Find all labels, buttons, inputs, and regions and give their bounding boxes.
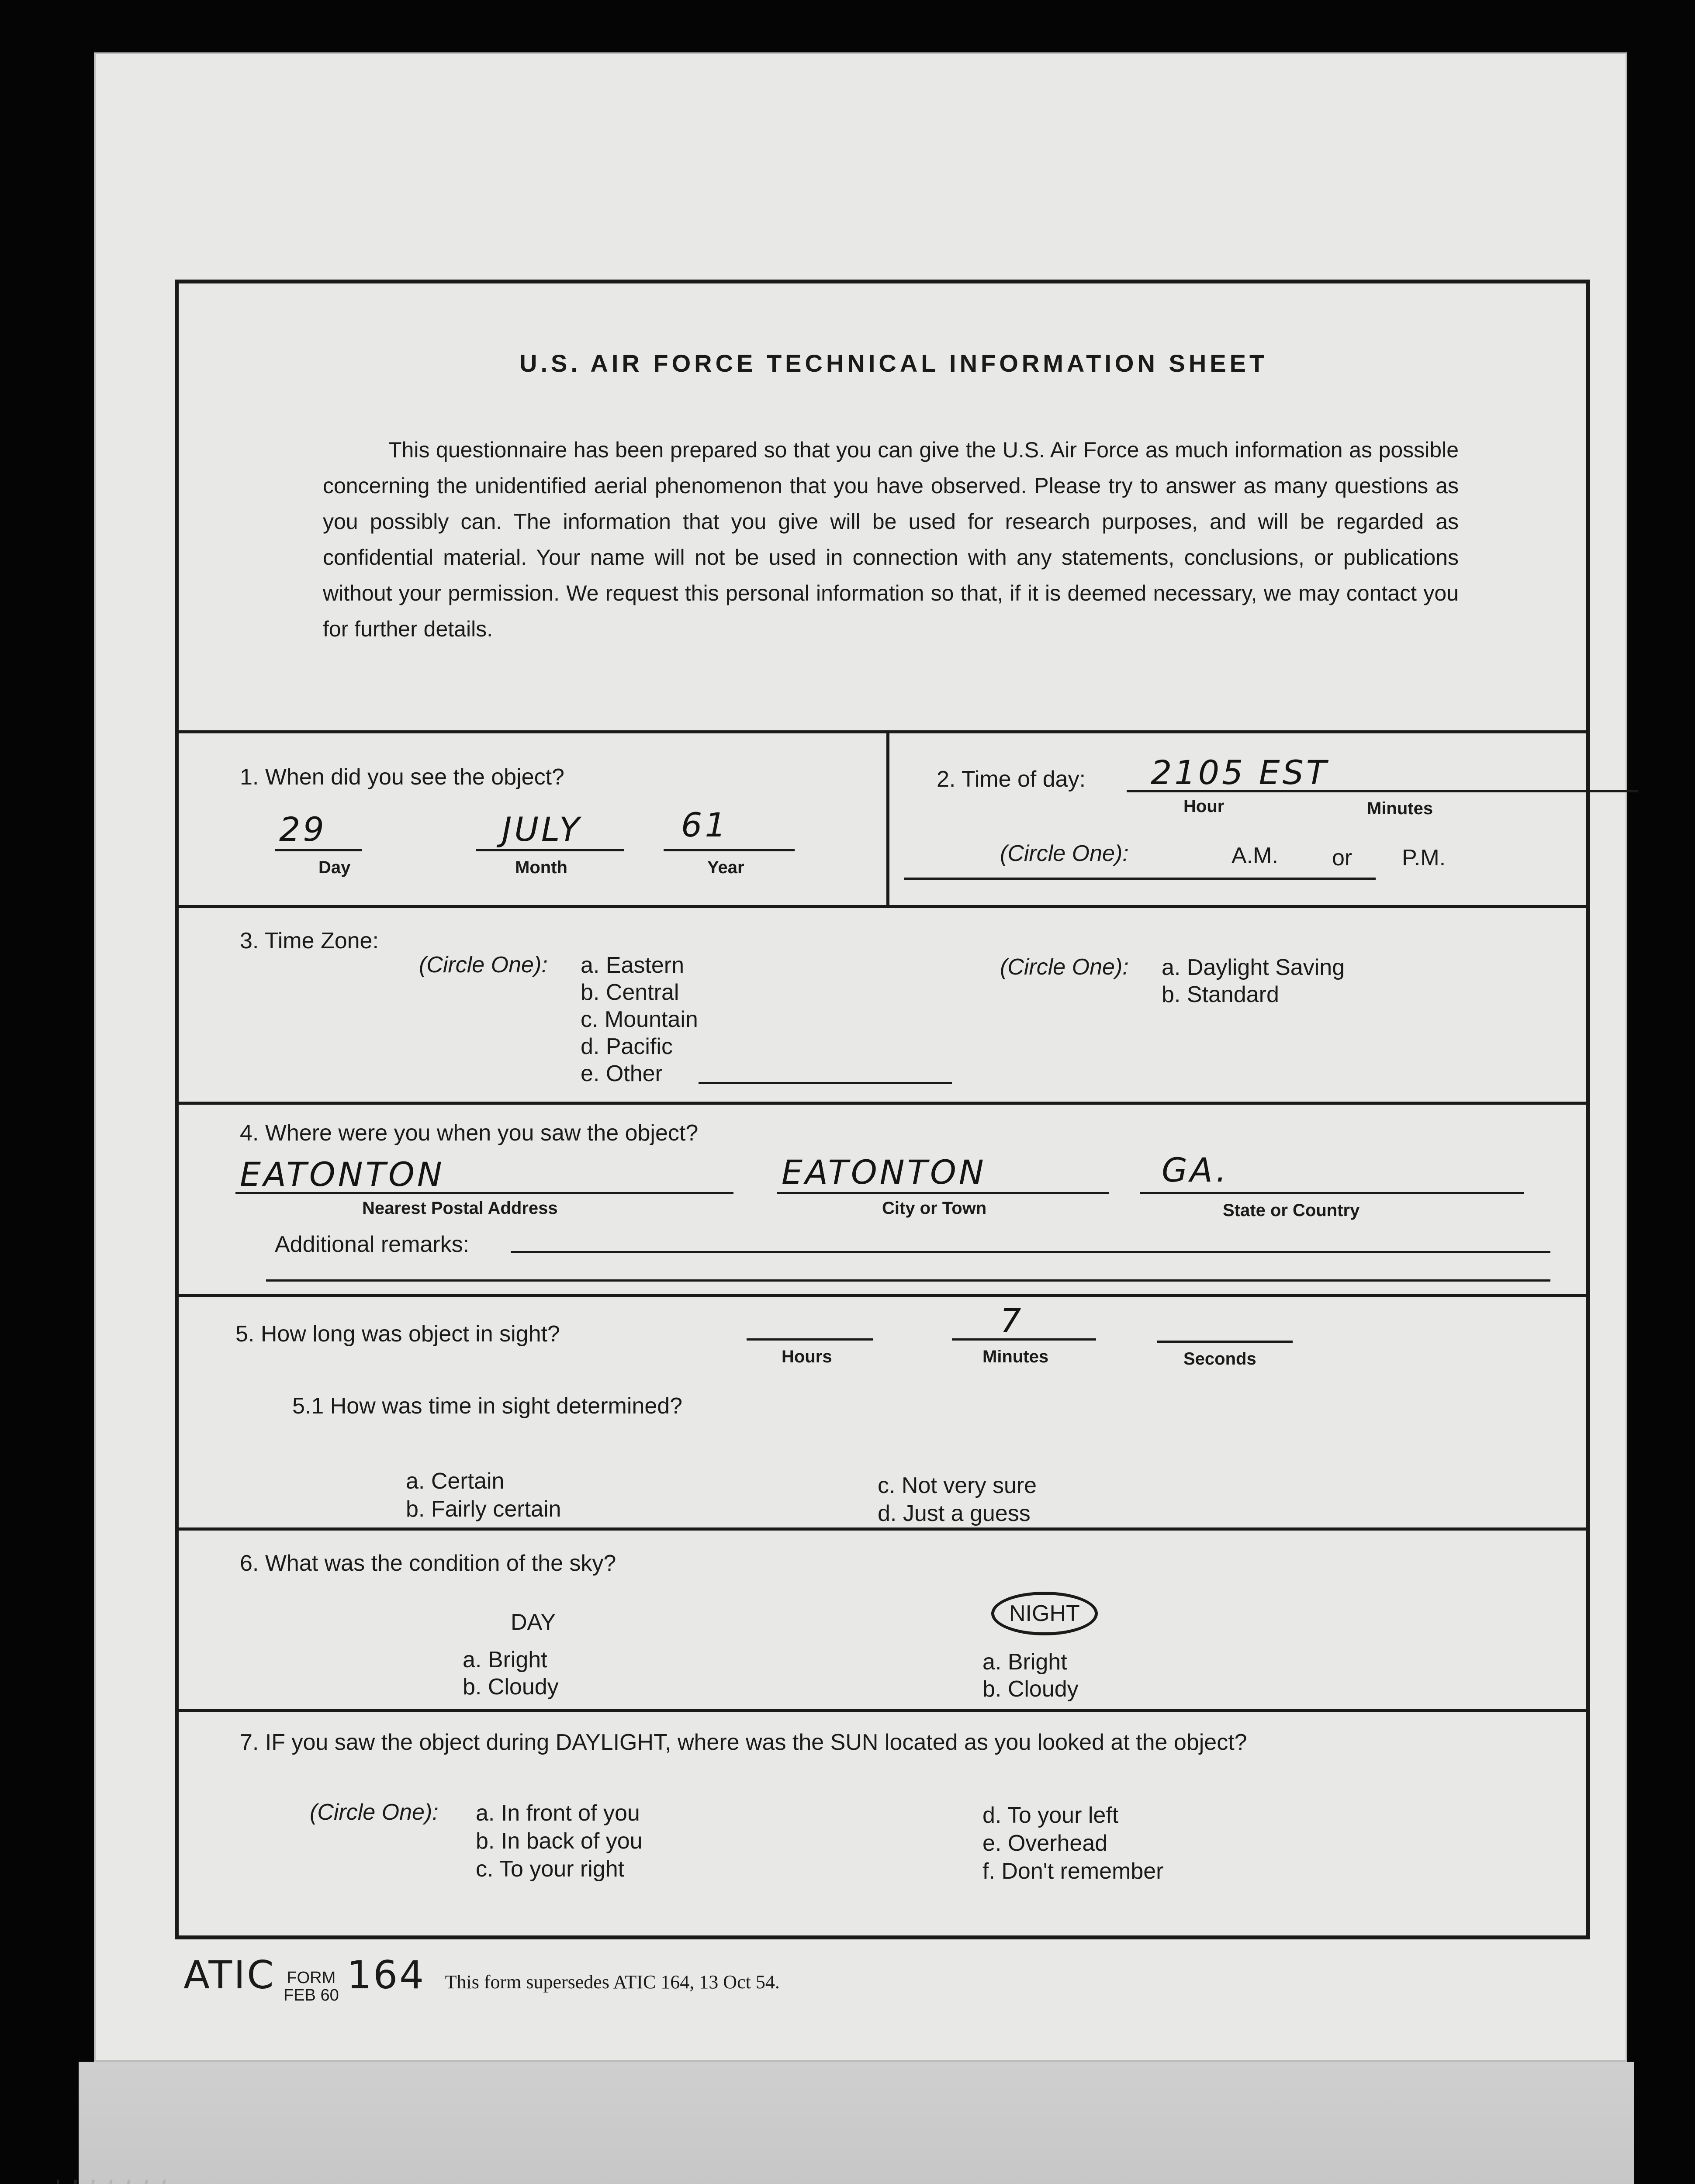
q7-overhead[interactable]: e. Overhead bbox=[982, 1831, 1108, 1856]
q4-remarks-line-2[interactable] bbox=[266, 1279, 1550, 1282]
footer-form-stack bbox=[284, 1969, 339, 2004]
q7-in-back[interactable]: b. In back of you bbox=[476, 1828, 643, 1854]
q6-night-cloudy[interactable]: b. Cloudy bbox=[982, 1676, 1079, 1702]
q1-month-label: Month bbox=[515, 858, 567, 877]
q5-1-options-left bbox=[406, 1467, 561, 1523]
q3-zone-list bbox=[581, 952, 698, 1087]
q6-night-bright[interactable]: a. Bright bbox=[982, 1649, 1067, 1675]
section-5-duration bbox=[179, 1297, 1586, 1531]
footer-form-word: FORM bbox=[287, 1968, 336, 1987]
q5-seconds-label: Seconds bbox=[1183, 1349, 1256, 1368]
q5-1-label: 5.1 How was time in sight determined? bbox=[292, 1393, 683, 1419]
q5-1-not-very-sure[interactable]: c. Not very sure bbox=[878, 1473, 1037, 1498]
footer-supersedes: This form supersedes ATIC 164, 13 Oct 54. bbox=[445, 1971, 780, 1993]
form-header-section bbox=[179, 283, 1586, 733]
q6-label: 6. What was the condition of the sky? bbox=[240, 1551, 616, 1576]
column-divider bbox=[886, 733, 889, 905]
q4-remarks-line-1[interactable] bbox=[511, 1251, 1550, 1253]
q1-label: 1. When did you see the object? bbox=[240, 764, 564, 790]
q6-day-heading: DAY bbox=[511, 1610, 556, 1635]
q6-day-cloudy[interactable]: b. Cloudy bbox=[463, 1674, 559, 1700]
q2-time-value[interactable]: 2105 EST bbox=[1151, 753, 1329, 792]
q7-dont-remember[interactable]: f. Don't remember bbox=[982, 1859, 1164, 1884]
q3-other-line bbox=[699, 1082, 952, 1084]
q1-year-line bbox=[664, 849, 795, 851]
footer-form-number: 164 bbox=[347, 1952, 426, 1997]
q7-in-front[interactable]: a. In front of you bbox=[476, 1800, 640, 1826]
q4-postal-value[interactable]: EATONTON bbox=[240, 1155, 445, 1194]
q4-city-line bbox=[777, 1192, 1109, 1194]
q1-year-value[interactable]: 61 bbox=[681, 805, 729, 844]
q5-minutes-value[interactable]: 7 bbox=[1000, 1301, 1024, 1340]
q3-saving-list bbox=[1162, 954, 1345, 1008]
q4-state-value[interactable]: GA. bbox=[1162, 1151, 1229, 1189]
q3-zone-other[interactable]: e. Other bbox=[581, 1061, 663, 1086]
q3-standard[interactable]: b. Standard bbox=[1162, 982, 1279, 1007]
q6-night-heading: NIGHT bbox=[991, 1592, 1098, 1635]
q6-night-options bbox=[982, 1648, 1079, 1703]
q4-postal-label: Nearest Postal Address bbox=[362, 1199, 558, 1218]
q5-1-just-a-guess[interactable]: d. Just a guess bbox=[878, 1501, 1031, 1526]
section-6-sky-condition bbox=[179, 1531, 1586, 1712]
q5-minutes-line bbox=[952, 1338, 1096, 1341]
q2-hour-label: Hour bbox=[1183, 797, 1225, 816]
section-3-time-zone bbox=[179, 908, 1586, 1105]
q2-bottom-line bbox=[904, 878, 1376, 880]
q2-circle-label: (Circle One): bbox=[1000, 841, 1129, 866]
handwritten-smudge-mark bbox=[57, 2180, 170, 2184]
q7-options-left bbox=[476, 1799, 643, 1883]
q3-daylight-saving[interactable]: a. Daylight Saving bbox=[1162, 955, 1345, 980]
scan-background-lower bbox=[79, 2062, 1634, 2184]
q2-pm-option[interactable]: P.M. bbox=[1402, 845, 1446, 871]
section-7-sun-position bbox=[179, 1712, 1586, 1943]
q7-options-right bbox=[982, 1801, 1164, 1885]
q1-month-line bbox=[476, 849, 624, 851]
q1-day-line bbox=[275, 849, 362, 851]
q2-time-line bbox=[1127, 790, 1638, 792]
q3-zone-mountain[interactable]: c. Mountain bbox=[581, 1007, 698, 1032]
section-4-location bbox=[179, 1105, 1586, 1297]
q3-zone-eastern[interactable]: a. Eastern bbox=[581, 953, 685, 978]
footer-agency: ATIC bbox=[183, 1952, 276, 1997]
q4-state-label: State or Country bbox=[1223, 1201, 1360, 1220]
q1-day-value[interactable]: 29 bbox=[279, 810, 327, 849]
q7-circle-label: (Circle One): bbox=[310, 1800, 439, 1825]
technical-information-sheet bbox=[175, 280, 1590, 1939]
q5-1-options-right bbox=[878, 1472, 1037, 1527]
q1-year-label: Year bbox=[707, 858, 744, 877]
q7-label: 7. IF you saw the object during DAYLIGHT, where was the SUN located as you looked at the object? bbox=[240, 1730, 1247, 1755]
q3-zone-pacific[interactable]: d. Pacific bbox=[581, 1034, 673, 1059]
q5-seconds-line[interactable] bbox=[1157, 1341, 1293, 1343]
q5-minutes-label: Minutes bbox=[982, 1347, 1049, 1366]
q6-night-heading-circled[interactable] bbox=[991, 1600, 1098, 1627]
q3-label: 3. Time Zone: bbox=[240, 928, 379, 954]
q2-minutes-label: Minutes bbox=[1367, 799, 1433, 818]
q5-hours-label: Hours bbox=[782, 1347, 832, 1366]
q4-city-value[interactable]: EATONTON bbox=[782, 1153, 986, 1192]
q5-label: 5. How long was object in sight? bbox=[235, 1321, 560, 1347]
footer-form-date: FEB 60 bbox=[283, 1986, 339, 2004]
q7-to-left[interactable]: d. To your left bbox=[982, 1803, 1119, 1828]
form-title: U.S. AIR FORCE TECHNICAL INFORMATION SHEET bbox=[519, 349, 1268, 377]
q5-hours-line[interactable] bbox=[747, 1338, 873, 1341]
form-intro bbox=[323, 432, 1459, 647]
q3-zone-central[interactable]: b. Central bbox=[581, 980, 679, 1005]
q4-remarks-label: Additional remarks: bbox=[275, 1232, 470, 1257]
q2-am-option[interactable]: A.M. bbox=[1231, 843, 1278, 868]
q6-day-bright[interactable]: a. Bright bbox=[463, 1647, 547, 1673]
q4-state-line bbox=[1140, 1192, 1524, 1194]
q1-day-label: Day bbox=[318, 858, 351, 877]
q2-or-text: or bbox=[1332, 845, 1353, 871]
q2-label: 2. Time of day: bbox=[937, 767, 1086, 792]
q4-label: 4. Where were you when you saw the object? bbox=[240, 1120, 699, 1146]
section-1-2 bbox=[179, 733, 1586, 908]
intro-paragraph: This questionnaire has been prepared so that you can give the U.S. Air Force as much information as possible concerning the unidentified aerial phenomenon that you have observed. Please try to answer as many questions as you possibly can. The information that you give will be used for research purposes, and will be regarded as confidential material. Your name will not be used in connection with any statements, conclusions, or publications without your permission. We request this personal information so that, if it is deemed necessary, we may contact you for further details. bbox=[323, 438, 1459, 641]
q4-postal-line bbox=[235, 1192, 733, 1194]
q4-city-label: City or Town bbox=[882, 1199, 987, 1218]
q6-day-options bbox=[463, 1646, 559, 1700]
q3-circle-label-2: (Circle One): bbox=[1000, 954, 1129, 980]
form-footer bbox=[183, 1952, 780, 2004]
q5-1-certain[interactable]: a. Certain bbox=[406, 1469, 505, 1494]
q7-to-right[interactable]: c. To your right bbox=[476, 1856, 625, 1882]
q5-1-fairly-certain[interactable]: b. Fairly certain bbox=[406, 1496, 561, 1522]
q1-month-value[interactable]: JULY bbox=[502, 810, 582, 849]
q3-circle-label: (Circle One): bbox=[419, 952, 548, 978]
